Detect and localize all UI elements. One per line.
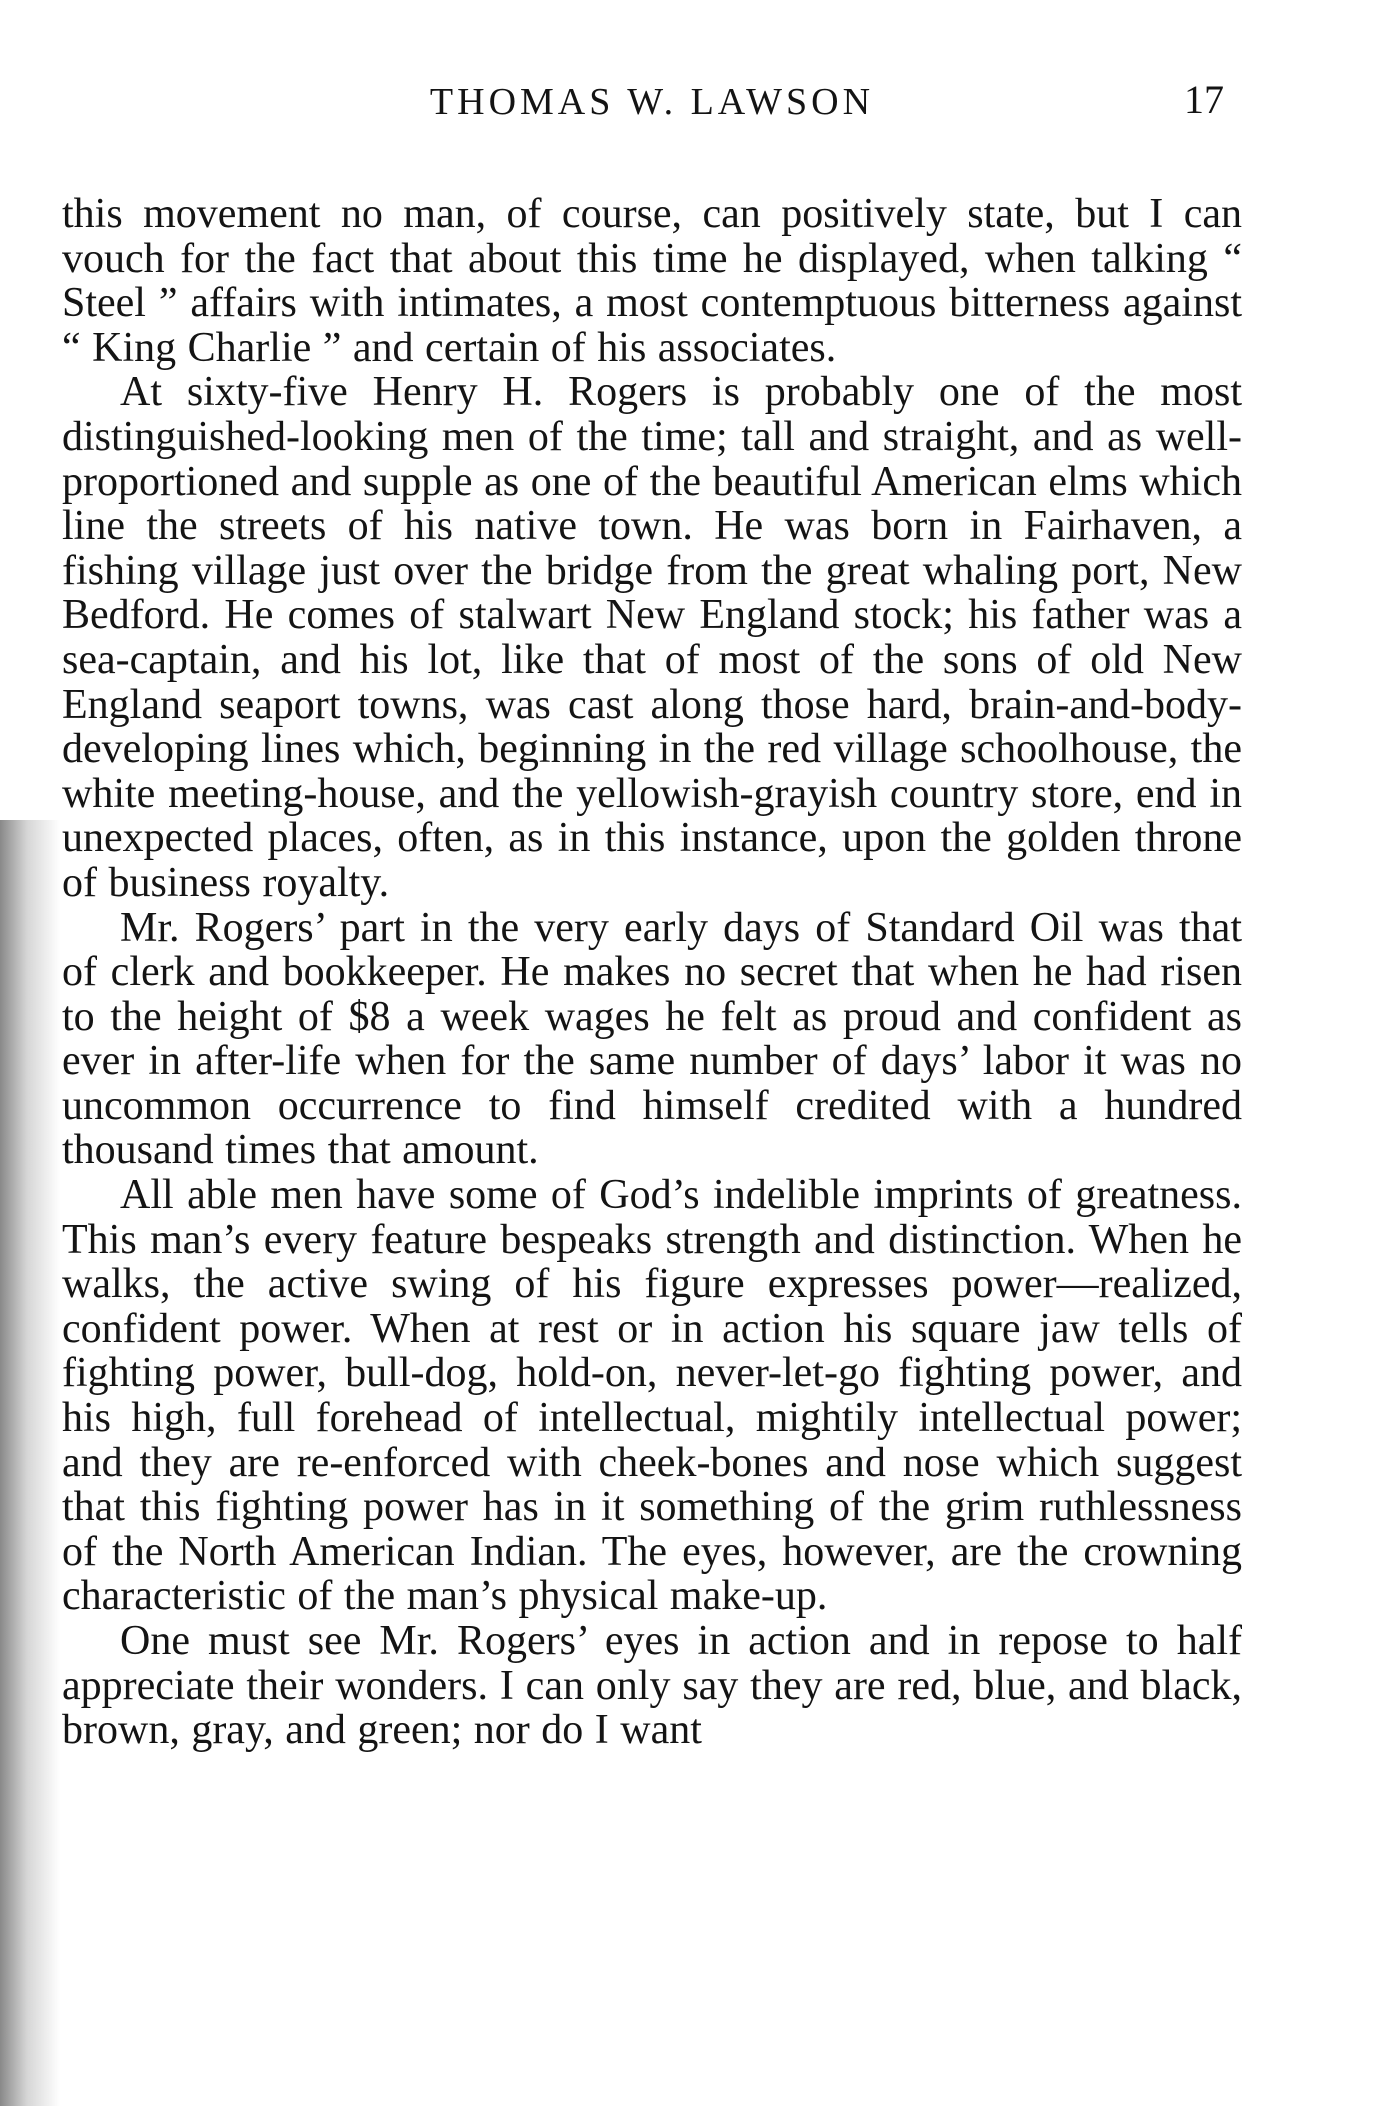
paragraph-standard-oil-clerk: Mr. Rogers’ part in the very early days of Standard Oil was that of clerk and bookkeeper. He makes no secret that when he had risen to the height of $8 a week wages he felt as proud and confident as ever in after-life when for the same number of days’ labor it was no uncommon occurrence to find himself credited with a hundred thousand times that amount. bbox=[62, 904, 1242, 1174]
running-title: THOMAS W. LAWSON bbox=[429, 81, 875, 123]
paragraph-rogers-description: At sixty-five Henry H. Rogers is probably one of the most distinguished-looking men of the time; tall and straight, and as well-proportioned and supple as one of the beautiful American elms which line the streets of his native town. He was born in Fairhaven, a fishing village just over the bridge from the great whaling port, New Bedford. He comes of stalwart New England stock; his father was a sea-captain, and his lot, like that of most of the sons of old New England seaport towns, was cast along those hard, brain-and-body-developing lines which, beginning in the red village schoolhouse, the white meeting-house, and the yellowish-grayish country store, end in unexpected places, often, as in this instance, upon the golden throne of business royalty. bbox=[62, 369, 1242, 906]
paragraph-eyes: One must see Mr. Rogers’ eyes in action and in repose to half appreciate their wonders. I can only say they are red, blue, and black, brown, gray, and green; nor do I want bbox=[62, 1618, 1242, 1754]
page-number: 17 bbox=[1184, 77, 1224, 122]
book-page bbox=[62, 70, 1242, 1753]
body-text bbox=[62, 192, 1242, 1753]
paragraph-continued: this movement no man, of course, can positively state, but I can vouch for the fact that about this time he displayed, when talking “ Steel ” affairs with intimates, a most contemptuous bitterness against “ King Charlie ” and certain of his associates. bbox=[62, 191, 1242, 371]
page-binding-shadow bbox=[0, 820, 60, 2106]
running-head bbox=[62, 70, 1242, 140]
paragraph-greatness: All able men have some of God’s indelible imprints of greatness. This man’s every feature bespeaks strength and distinction. When he walks, the active swing of his figure expresses power—realized, confident power. When at rest or in action his square jaw tells of fighting power, bull-dog, hold-on, never-let-go fighting power, and his high, full forehead of intellectual, mightily intellectual power; and they are re-enforced with cheek-bones and nose which suggest that this fighting power has in it something of the grim ruthlessness of the North American Indian. The eyes, however, are the crowning characteristic of the man’s physical make-up. bbox=[62, 1172, 1242, 1620]
